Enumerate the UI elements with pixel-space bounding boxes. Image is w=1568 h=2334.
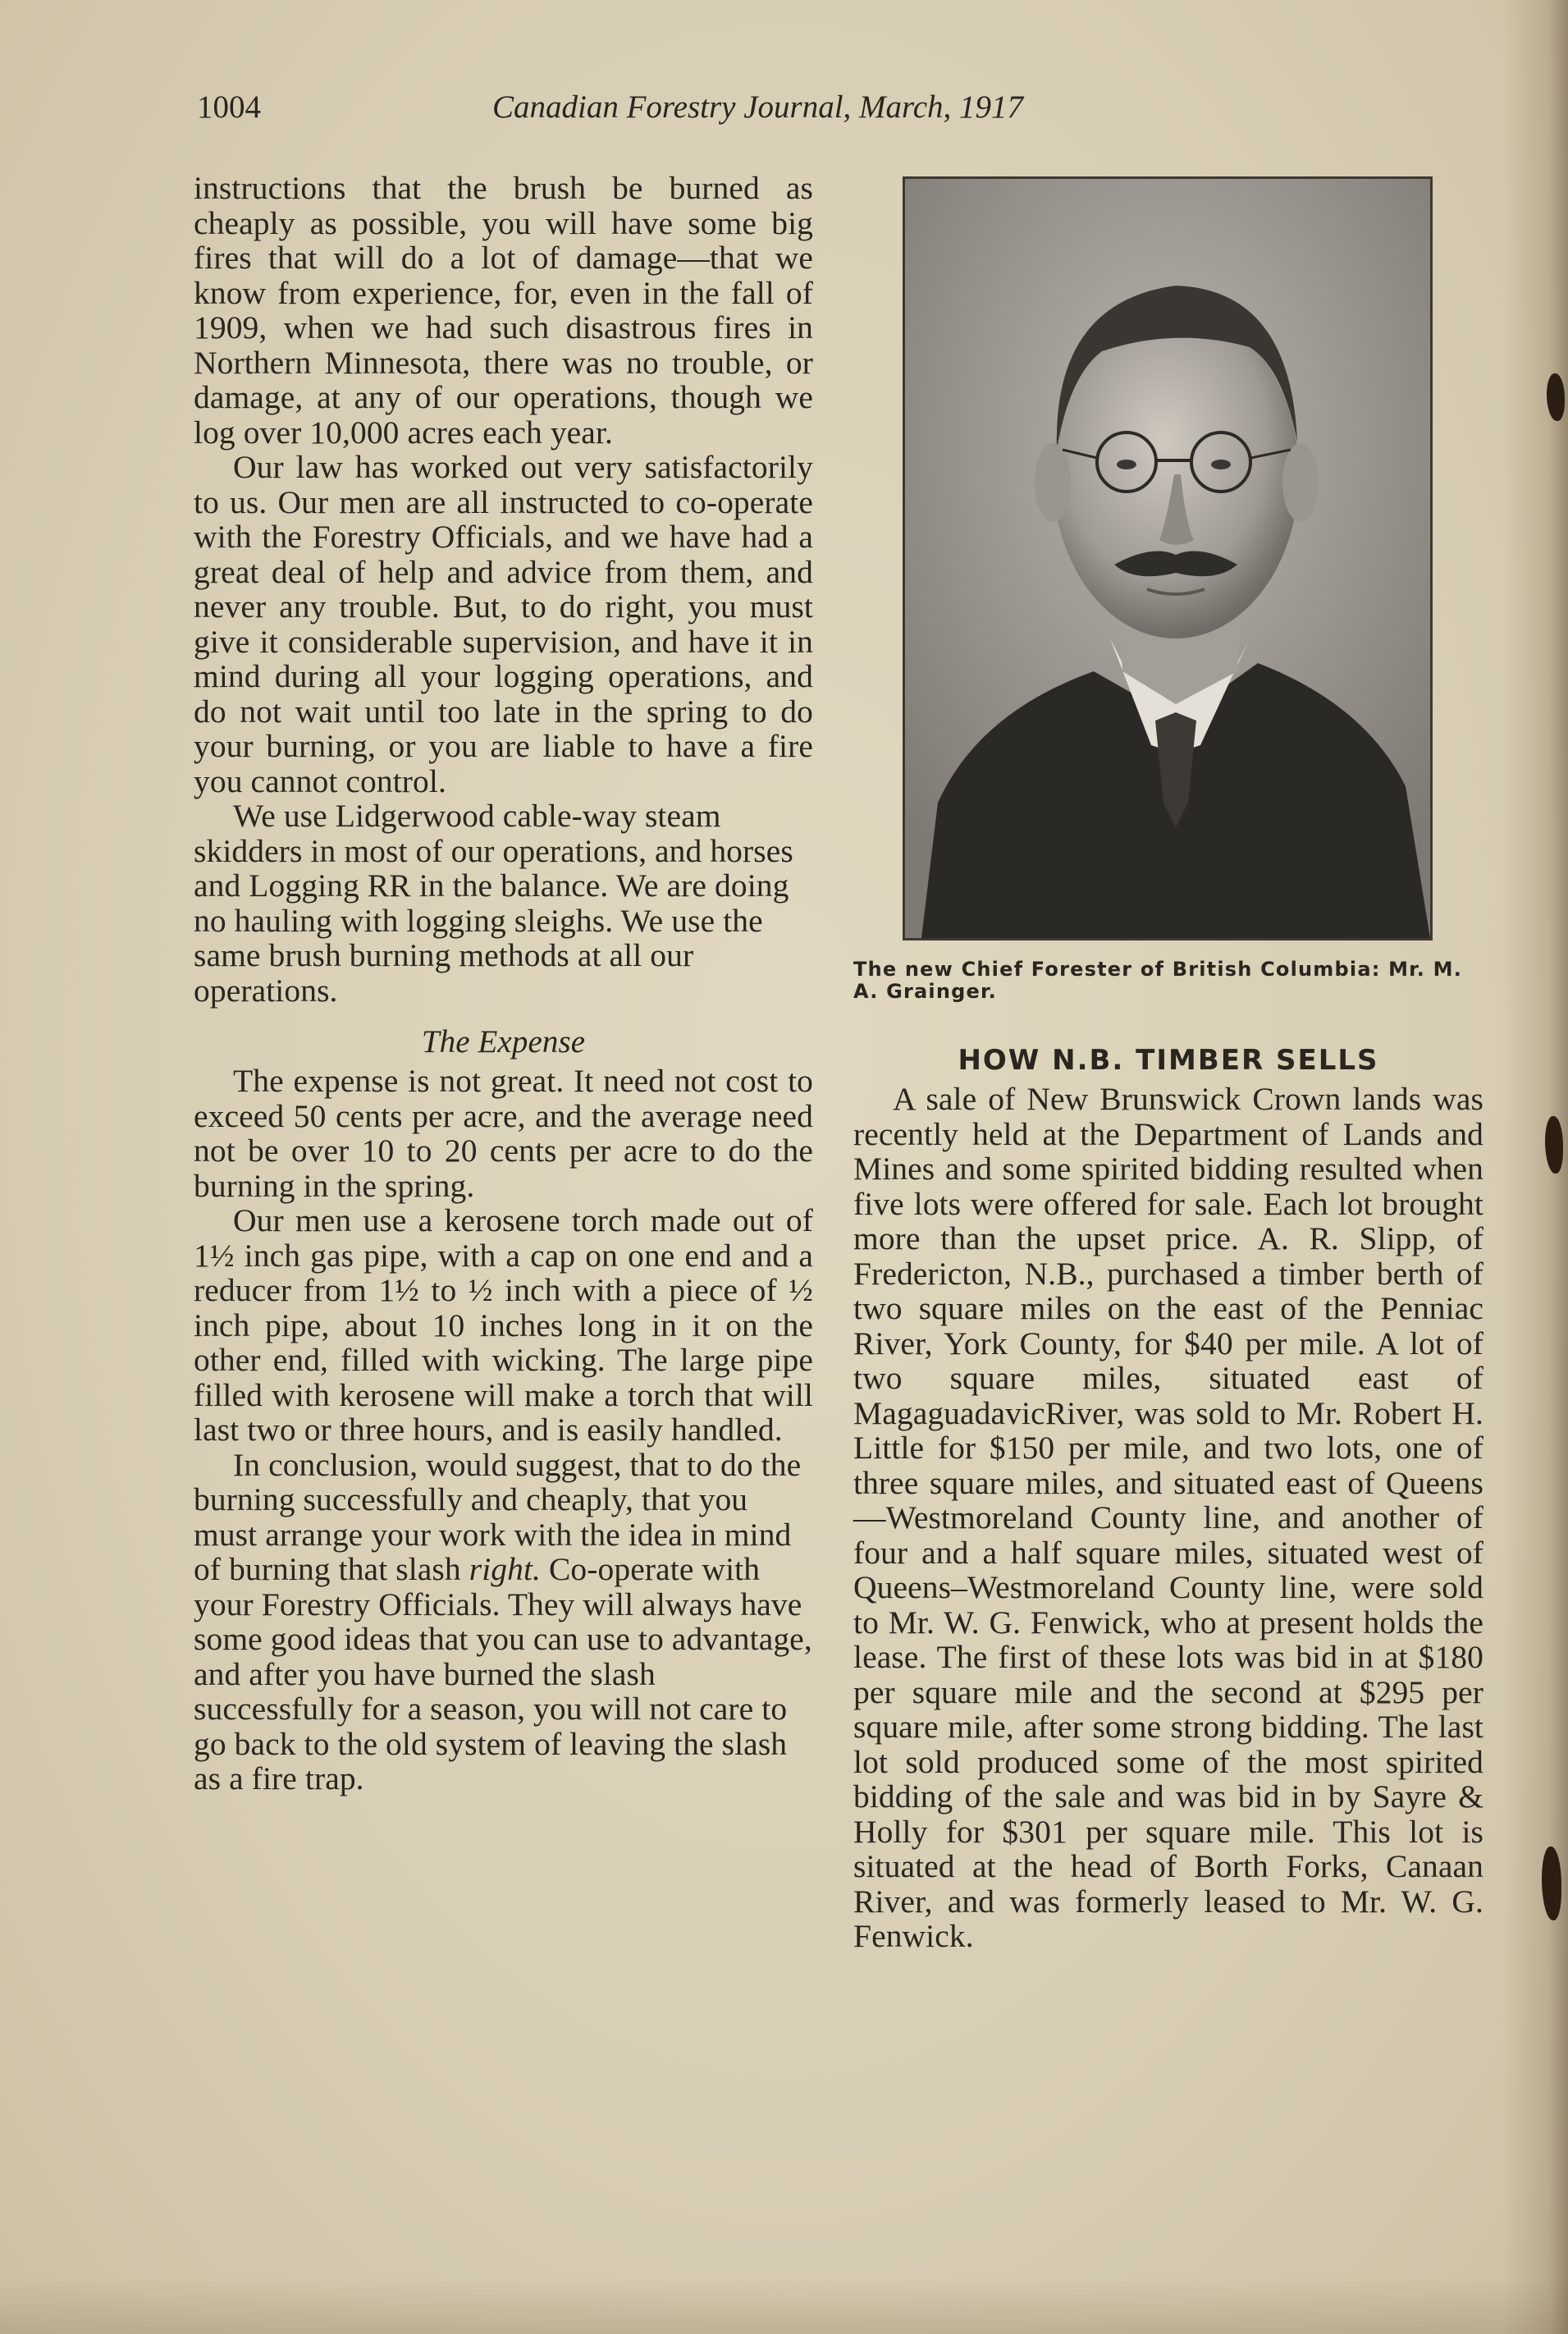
left-eye (1117, 460, 1136, 469)
ink-stain (1542, 1847, 1561, 1920)
ink-stain (1545, 1116, 1563, 1174)
paragraph: We use Lidgerwood cable-way steam skidders in most of our operations, and horses and Logging RR in the balance. We are doing no hauling with logging sleighs. We use the same brush burning methods at all our operations. (194, 798, 793, 1009)
right-ear (1282, 443, 1319, 522)
conclusion-text: Co-operate with your Forestry Officials. They will always have some good ideas that you can use to advantage, and after you have burned the slash successfully for a season, you will not care to go back to the old system of leaving the slash as a fire trap. (194, 1551, 812, 1796)
emphasis-text: right. (469, 1551, 542, 1587)
ink-stain (1547, 373, 1565, 421)
page-number: 1004 (197, 89, 261, 125)
paragraph: Our men use a kerosene torch made out of 1½ inch gas pipe, with a cap on one end and a reducer from 1½ to ½ inch with a piece of ½ inch pipe, about 10 inches long in it on the other end, filled with wicking. The large pipe filled with kerosene will make a torch that will last two or three hours, and is easily handled. (194, 1202, 813, 1448)
running-header (197, 89, 1182, 138)
page-bottom-shadow (0, 2277, 1568, 2334)
left-ear (1035, 443, 1071, 522)
conclusion-paragraph (194, 1448, 813, 1796)
section-heading: The Expense (421, 1024, 586, 1059)
right-eye (1211, 460, 1231, 469)
right-column (853, 1082, 1483, 1954)
portrait-photo (903, 176, 1433, 940)
portrait-illustration (905, 179, 1430, 938)
journal-title: Canadian Forestry Journal, March, 1917 (492, 89, 1024, 125)
article-body: A sale of New Brunswick Crown lands was recently held at the Department of Lands and Mines and some spirited bidding resulted when five lots were offered for sale. Each lot brought more than the upset price. A. R. Slipp, of Fredericton, N.B., purchased a timber berth of two square miles on the east of the Penniac River, York County, for $40 per mile. A lot of two square miles, situated east of MagaguadavicRiver, was sold to Mr. Robert H. Little for $150 per mile, and two lots, one of three square miles, and situated east of Queens—Westmoreland County line, and another of four and a half square miles, situated west of Queens–Westmoreland County line, were sold to Mr. W. G. Fenwick, who at present holds the lease. The first of these lots was bid in at $180 per square mile and the second at $295 per square mile, after some strong bidding. The last lot sold produced some of the most spirited bidding of the sale and was bid in by Sayre & Holly for $301 per square mile. This lot is situated at the head of Borth Forks, Canaan River, and was formerly leased to Mr. W. G. Fenwick. (853, 1081, 1483, 1954)
paragraph: instructions that the brush be burned as cheaply as possible, you will have some big fires that will do a lot of damage—that we know from experience, for, even in the fall of 1909, when we had such disastrous fires in Northern Minnesota, there was no trouble, or damage, at any of our operations, though we log over 10,000 acres each year. (194, 170, 813, 451)
article-title: HOW N.B. TIMBER SELLS (958, 1044, 1379, 1077)
conclusion-text: In conclusion, would suggest, that to do the burning successfully and cheaply, that you must arrange your work with the idea in mind of burning that slash (194, 1446, 802, 1587)
photo-caption: The new Chief Forester of British Columbia: Mr. M. A. Grainger. (853, 958, 1463, 1003)
paragraph: The expense is not great. It need not cost to exceed 50 cents per acre, and the average need not be over 10 to 20 cents per acre to do the burning in the spring. (194, 1063, 813, 1204)
left-column (194, 171, 813, 1796)
paragraph: Our law has worked out very satisfactorily to us. Our men are all instructed to co-operate with the Forestry Officials, and we have had a great deal of help and advice from them, and never any trouble. But, to do right, you must give it considerable supervision, and have it in mind during all your logging operations, and do not wait until too late in the spring to do your burning, or you are liable to have a fire you cannot control. (194, 449, 813, 799)
